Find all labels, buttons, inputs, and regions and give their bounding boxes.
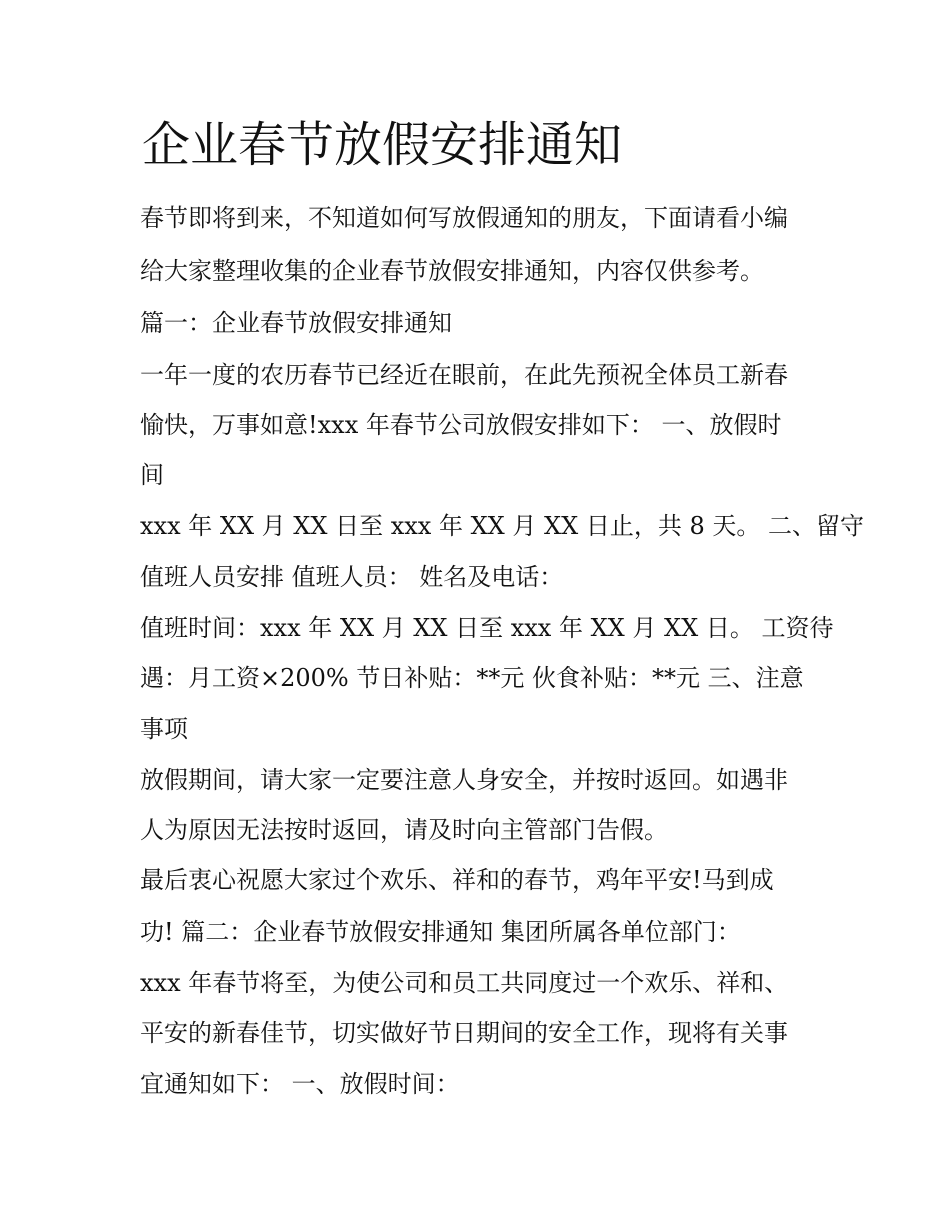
body-line: xxx 年春节将至，为使公司和员工共同度过一个欢乐、祥和、 bbox=[140, 969, 789, 997]
body-line: 放假期间，请大家一定要注意人身安全，并按时返回。如遇非 bbox=[140, 766, 788, 794]
body-line: 平安的新春佳节，切实做好节日期间的安全工作，现将有关事 bbox=[140, 1019, 788, 1047]
body-line: 愉快，万事如意!xxx 年春节公司放假安排如下： 一、放假时 bbox=[140, 411, 782, 439]
body-line: 遇：月工资×200% 节日补贴：**元 伙食补贴：**元 三、注意 bbox=[140, 664, 804, 692]
body-line: 值班人员安排 值班人员： 姓名及电话： bbox=[140, 563, 564, 591]
body-line: 间 bbox=[140, 461, 164, 489]
body-line: 一年一度的农历春节已经近在眼前，在此先预祝全体员工新春 bbox=[140, 361, 788, 389]
body-line: 春节即将到来，不知道如何写放假通知的朋友，下面请看小编 bbox=[140, 204, 788, 232]
body-line: 事项 bbox=[140, 715, 188, 743]
body-line: 功! 篇二：企业春节放假安排通知 集团所属各单位部门： bbox=[140, 918, 741, 946]
body-line: xxx 年 XX 月 XX 日至 xxx 年 XX 月 XX 日止，共 8 天。 二、留守 bbox=[140, 512, 864, 540]
body-line: 篇一：企业春节放假安排通知 bbox=[140, 309, 452, 337]
body-line: 宜通知如下： 一、放假时间： bbox=[140, 1070, 460, 1098]
body-line: 人为原因无法按时返回，请及时向主管部门告假。 bbox=[140, 816, 668, 844]
body-line: 给大家整理收集的企业春节放假安排通知，内容仅供参考。 bbox=[140, 257, 764, 285]
body-line: 最后衷心祝愿大家过个欢乐、祥和的春节，鸡年平安!马到成 bbox=[140, 866, 774, 894]
document-title: 企业春节放假安排通知 bbox=[142, 117, 623, 173]
body-line: 值班时间：xxx 年 XX 月 XX 日至 xxx 年 XX 月 XX 日。 工资待 bbox=[140, 614, 834, 642]
